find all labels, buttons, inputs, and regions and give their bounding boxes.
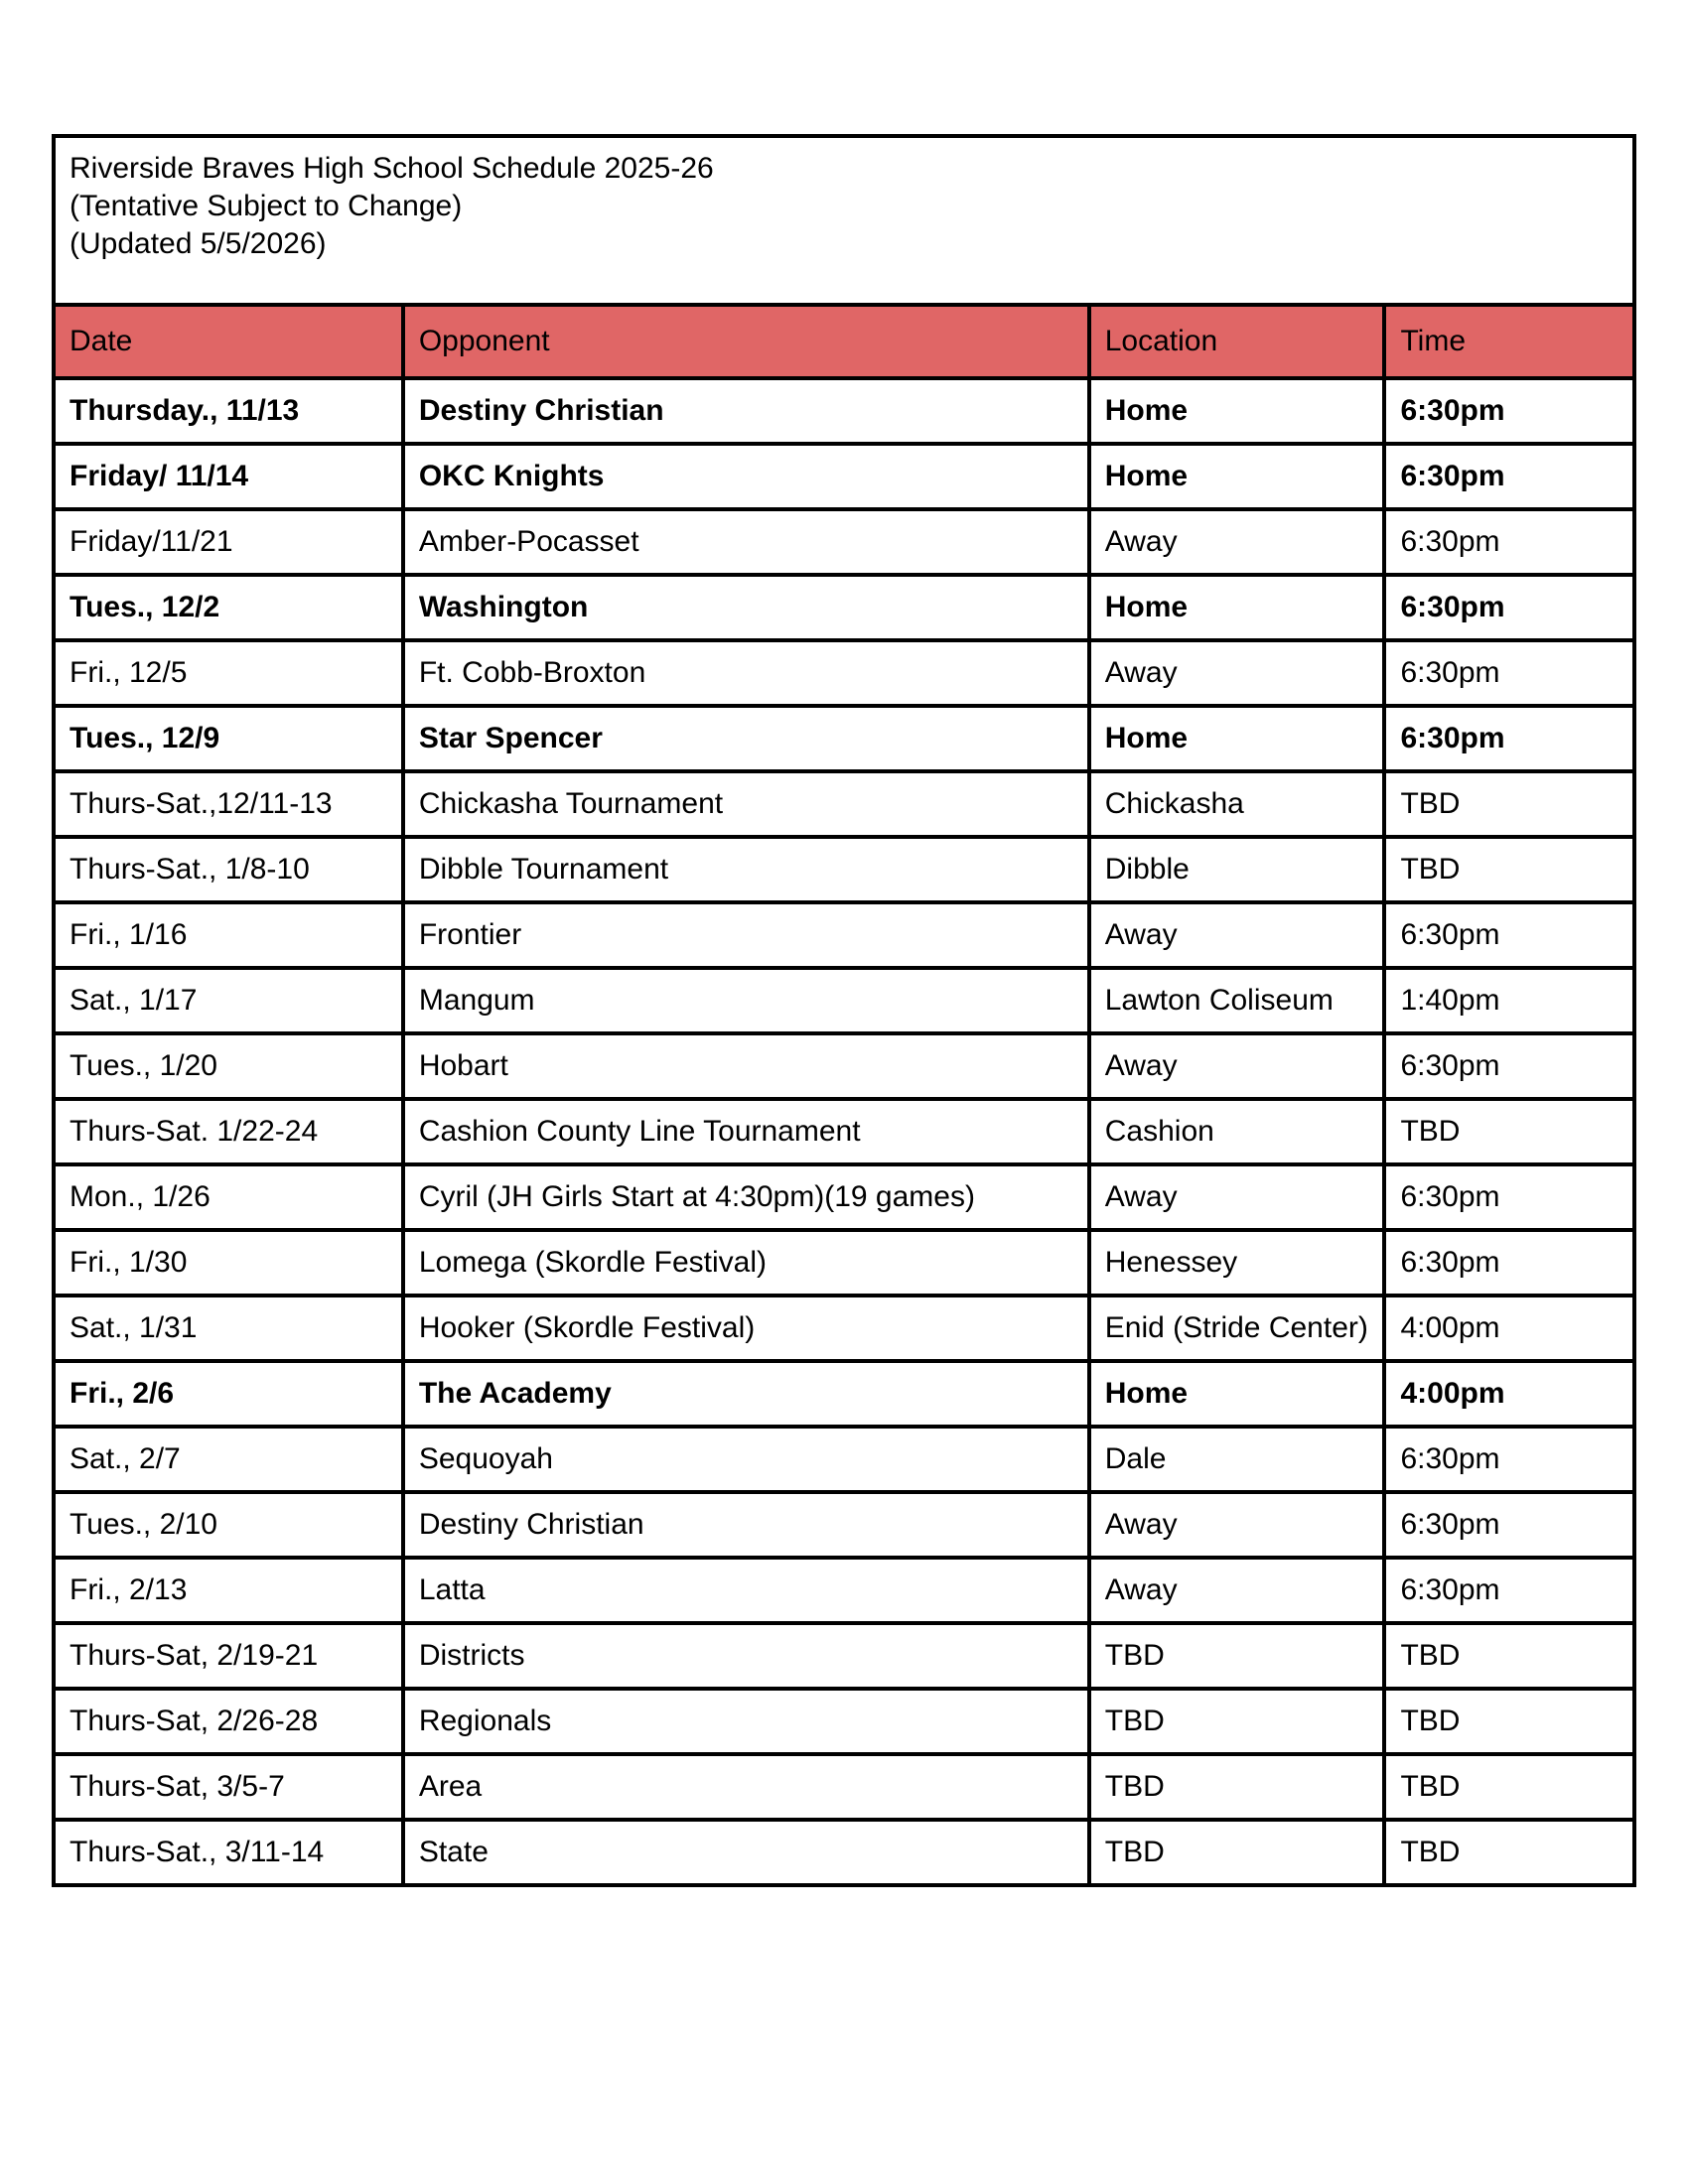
table-row bbox=[54, 771, 1634, 837]
opponent-cell: Regionals bbox=[403, 1689, 1089, 1754]
opponent-cell: Destiny Christian bbox=[403, 1492, 1089, 1558]
table-row bbox=[54, 1492, 1634, 1558]
opponent-cell: Star Spencer bbox=[403, 706, 1089, 771]
date-cell: Tues., 2/10 bbox=[54, 1492, 403, 1558]
table-row bbox=[54, 837, 1634, 902]
date-cell: Fri., 2/6 bbox=[54, 1361, 403, 1427]
table-row bbox=[54, 902, 1634, 968]
table-row bbox=[54, 1164, 1634, 1230]
table-row bbox=[54, 509, 1634, 575]
opponent-cell: Amber-Pocasset bbox=[403, 509, 1089, 575]
opponent-cell: Chickasha Tournament bbox=[403, 771, 1089, 837]
date-cell: Tues., 12/2 bbox=[54, 575, 403, 640]
date-cell: Thurs-Sat, 2/19-21 bbox=[54, 1623, 403, 1689]
time-cell: TBD bbox=[1384, 1820, 1634, 1885]
opponent-cell: State bbox=[403, 1820, 1089, 1885]
date-cell: Friday/ 11/14 bbox=[54, 444, 403, 509]
time-cell: 6:30pm bbox=[1384, 509, 1634, 575]
opponent-cell: Mangum bbox=[403, 968, 1089, 1033]
table-row bbox=[54, 575, 1634, 640]
time-cell: 1:40pm bbox=[1384, 968, 1634, 1033]
date-cell: Sat., 1/17 bbox=[54, 968, 403, 1033]
location-cell: Home bbox=[1089, 575, 1385, 640]
location-cell: Away bbox=[1089, 1558, 1385, 1623]
date-cell: Fri., 12/5 bbox=[54, 640, 403, 706]
table-row bbox=[54, 1033, 1634, 1099]
table-row bbox=[54, 1099, 1634, 1164]
time-cell: 6:30pm bbox=[1384, 902, 1634, 968]
location-cell: TBD bbox=[1089, 1689, 1385, 1754]
column-header-opponent: Opponent bbox=[403, 305, 1089, 378]
table-row bbox=[54, 1427, 1634, 1492]
opponent-cell: Cashion County Line Tournament bbox=[403, 1099, 1089, 1164]
table-row bbox=[54, 706, 1634, 771]
opponent-cell: Hooker (Skordle Festival) bbox=[403, 1296, 1089, 1361]
table-row bbox=[54, 968, 1634, 1033]
date-cell: Tues., 1/20 bbox=[54, 1033, 403, 1099]
opponent-cell: Lomega (Skordle Festival) bbox=[403, 1230, 1089, 1296]
date-cell: Tues., 12/9 bbox=[54, 706, 403, 771]
table-row bbox=[54, 444, 1634, 509]
location-cell: Lawton Coliseum bbox=[1089, 968, 1385, 1033]
location-cell: Home bbox=[1089, 1361, 1385, 1427]
date-cell: Thurs-Sat, 2/26-28 bbox=[54, 1689, 403, 1754]
location-cell: Dibble bbox=[1089, 837, 1385, 902]
title-line-2: (Tentative Subject to Change) bbox=[70, 190, 463, 222]
time-cell: 6:30pm bbox=[1384, 1492, 1634, 1558]
location-cell: Home bbox=[1089, 706, 1385, 771]
opponent-cell: Hobart bbox=[403, 1033, 1089, 1099]
date-cell: Thurs-Sat., 1/8-10 bbox=[54, 837, 403, 902]
table-row bbox=[54, 1558, 1634, 1623]
opponent-cell: The Academy bbox=[403, 1361, 1089, 1427]
opponent-cell: Latta bbox=[403, 1558, 1089, 1623]
opponent-cell: Cyril (JH Girls Start at 4:30pm)(19 games) bbox=[403, 1164, 1089, 1230]
table-row bbox=[54, 378, 1634, 444]
location-cell: Away bbox=[1089, 509, 1385, 575]
time-cell: 6:30pm bbox=[1384, 1427, 1634, 1492]
opponent-cell: Districts bbox=[403, 1623, 1089, 1689]
location-cell: Away bbox=[1089, 1492, 1385, 1558]
column-header-time: Time bbox=[1384, 305, 1634, 378]
date-cell: Mon., 1/26 bbox=[54, 1164, 403, 1230]
date-cell: Friday/11/21 bbox=[54, 509, 403, 575]
opponent-cell: Ft. Cobb-Broxton bbox=[403, 640, 1089, 706]
table-row bbox=[54, 1361, 1634, 1427]
date-cell: Sat., 1/31 bbox=[54, 1296, 403, 1361]
column-header-date: Date bbox=[54, 305, 403, 378]
table-row bbox=[54, 1820, 1634, 1885]
time-cell: 6:30pm bbox=[1384, 1558, 1634, 1623]
opponent-cell: Washington bbox=[403, 575, 1089, 640]
time-cell: 6:30pm bbox=[1384, 1230, 1634, 1296]
time-cell: 6:30pm bbox=[1384, 378, 1634, 444]
time-cell: 6:30pm bbox=[1384, 640, 1634, 706]
location-cell: TBD bbox=[1089, 1820, 1385, 1885]
header-row bbox=[54, 305, 1634, 378]
date-cell: Fri., 1/16 bbox=[54, 902, 403, 968]
title-line-3: (Updated 5/5/2026) bbox=[70, 227, 327, 260]
time-cell: 6:30pm bbox=[1384, 706, 1634, 771]
opponent-cell: Frontier bbox=[403, 902, 1089, 968]
table-row bbox=[54, 1689, 1634, 1754]
time-cell: TBD bbox=[1384, 1623, 1634, 1689]
table-row bbox=[54, 1296, 1634, 1361]
location-cell: Away bbox=[1089, 1164, 1385, 1230]
time-cell: TBD bbox=[1384, 771, 1634, 837]
date-cell: Fri., 1/30 bbox=[54, 1230, 403, 1296]
table-row bbox=[54, 1230, 1634, 1296]
opponent-cell: Sequoyah bbox=[403, 1427, 1089, 1492]
table-row bbox=[54, 1754, 1634, 1820]
location-cell: TBD bbox=[1089, 1623, 1385, 1689]
time-cell: 4:00pm bbox=[1384, 1296, 1634, 1361]
location-cell: Home bbox=[1089, 444, 1385, 509]
opponent-cell: OKC Knights bbox=[403, 444, 1089, 509]
date-cell: Thurs-Sat. 1/22-24 bbox=[54, 1099, 403, 1164]
date-cell: Thursday., 11/13 bbox=[54, 378, 403, 444]
time-cell: 6:30pm bbox=[1384, 1164, 1634, 1230]
location-cell: Henessey bbox=[1089, 1230, 1385, 1296]
location-cell: Home bbox=[1089, 378, 1385, 444]
title-row bbox=[54, 136, 1634, 305]
time-cell: TBD bbox=[1384, 1099, 1634, 1164]
schedule-table bbox=[52, 134, 1636, 1887]
time-cell: 6:30pm bbox=[1384, 575, 1634, 640]
location-cell: Enid (Stride Center) bbox=[1089, 1296, 1385, 1361]
table-row bbox=[54, 1623, 1634, 1689]
location-cell: Away bbox=[1089, 902, 1385, 968]
location-cell: TBD bbox=[1089, 1754, 1385, 1820]
location-cell: Cashion bbox=[1089, 1099, 1385, 1164]
time-cell: 4:00pm bbox=[1384, 1361, 1634, 1427]
opponent-cell: Dibble Tournament bbox=[403, 837, 1089, 902]
date-cell: Thurs-Sat, 3/5-7 bbox=[54, 1754, 403, 1820]
opponent-cell: Destiny Christian bbox=[403, 378, 1089, 444]
opponent-cell: Area bbox=[403, 1754, 1089, 1820]
location-cell: Away bbox=[1089, 1033, 1385, 1099]
location-cell: Dale bbox=[1089, 1427, 1385, 1492]
location-cell: Chickasha bbox=[1089, 771, 1385, 837]
title-line-1: Riverside Braves High School Schedule 2025-26 bbox=[70, 152, 714, 185]
time-cell: 6:30pm bbox=[1384, 444, 1634, 509]
column-header-location: Location bbox=[1089, 305, 1385, 378]
date-cell: Fri., 2/13 bbox=[54, 1558, 403, 1623]
date-cell: Thurs-Sat.,12/11-13 bbox=[54, 771, 403, 837]
time-cell: 6:30pm bbox=[1384, 1033, 1634, 1099]
date-cell: Thurs-Sat., 3/11-14 bbox=[54, 1820, 403, 1885]
table-row bbox=[54, 640, 1634, 706]
date-cell: Sat., 2/7 bbox=[54, 1427, 403, 1492]
table-title bbox=[54, 136, 1634, 305]
time-cell: TBD bbox=[1384, 1754, 1634, 1820]
location-cell: Away bbox=[1089, 640, 1385, 706]
time-cell: TBD bbox=[1384, 1689, 1634, 1754]
time-cell: TBD bbox=[1384, 837, 1634, 902]
